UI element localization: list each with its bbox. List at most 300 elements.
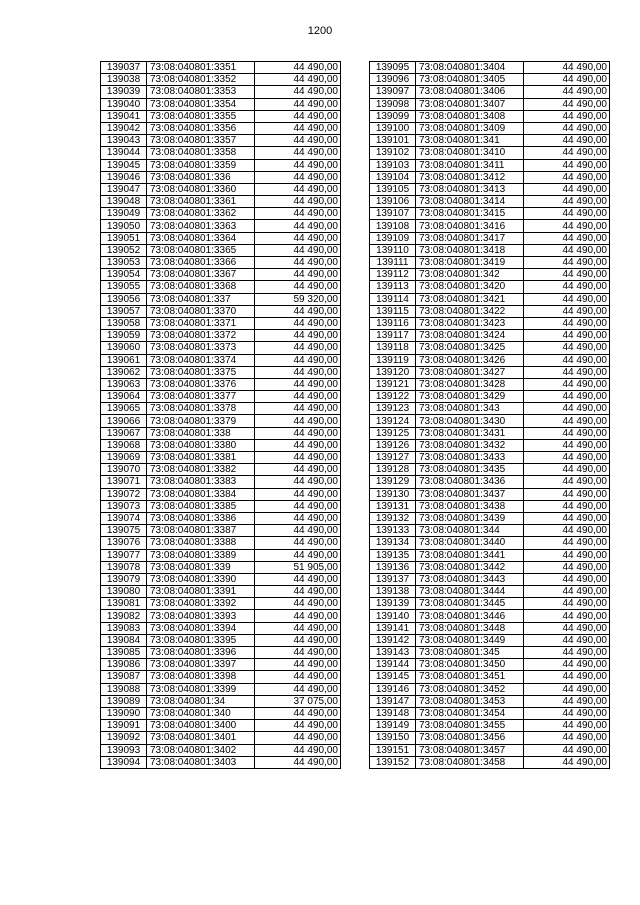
cadastral-number: 73:08:040801:3411 bbox=[416, 159, 524, 171]
table-row bbox=[370, 744, 610, 756]
table-row bbox=[370, 171, 610, 183]
cadastral-value: 44 490,00 bbox=[524, 342, 610, 354]
cadastral-value: 44 490,00 bbox=[255, 86, 341, 98]
cadastral-value: 44 490,00 bbox=[255, 573, 341, 585]
cadastral-value: 44 490,00 bbox=[255, 610, 341, 622]
table-row bbox=[370, 74, 610, 86]
cadastral-value: 44 490,00 bbox=[255, 659, 341, 671]
row-number: 139058 bbox=[101, 317, 147, 329]
row-number: 139047 bbox=[101, 183, 147, 195]
cadastral-number: 73:08:040801:3415 bbox=[416, 208, 524, 220]
row-number: 139139 bbox=[370, 598, 416, 610]
row-number: 139135 bbox=[370, 549, 416, 561]
table-row bbox=[370, 683, 610, 695]
table-row bbox=[101, 183, 341, 195]
table-row bbox=[370, 110, 610, 122]
cadastral-number: 73:08:040801:3448 bbox=[416, 622, 524, 634]
cadastral-number: 73:08:040801:341 bbox=[416, 135, 524, 147]
cadastral-number: 73:08:040801:3362 bbox=[147, 208, 255, 220]
cadastral-number: 73:08:040801:3403 bbox=[147, 756, 255, 768]
table-row bbox=[101, 439, 341, 451]
table-row bbox=[101, 354, 341, 366]
cadastral-number: 73:08:040801:3437 bbox=[416, 488, 524, 500]
row-number: 139119 bbox=[370, 354, 416, 366]
table-row bbox=[101, 244, 341, 256]
cadastral-value: 44 490,00 bbox=[524, 196, 610, 208]
table-row bbox=[101, 488, 341, 500]
table-row bbox=[101, 598, 341, 610]
cadastral-number: 73:08:040801:3371 bbox=[147, 317, 255, 329]
row-number: 139039 bbox=[101, 86, 147, 98]
cadastral-number: 73:08:040801:343 bbox=[416, 403, 524, 415]
table-row bbox=[101, 171, 341, 183]
cadastral-number: 73:08:040801:3397 bbox=[147, 659, 255, 671]
cadastral-number: 73:08:040801:3354 bbox=[147, 98, 255, 110]
cadastral-value: 44 490,00 bbox=[255, 549, 341, 561]
cadastral-value: 44 490,00 bbox=[255, 147, 341, 159]
row-number: 139108 bbox=[370, 220, 416, 232]
row-number: 139048 bbox=[101, 196, 147, 208]
table-row bbox=[370, 159, 610, 171]
cadastral-number: 73:08:040801:3441 bbox=[416, 549, 524, 561]
table-row bbox=[101, 720, 341, 732]
cadastral-value: 44 490,00 bbox=[524, 610, 610, 622]
row-number: 139049 bbox=[101, 208, 147, 220]
cadastral-value: 44 490,00 bbox=[255, 403, 341, 415]
row-number: 139065 bbox=[101, 403, 147, 415]
cadastral-value: 44 490,00 bbox=[524, 549, 610, 561]
table-row bbox=[370, 720, 610, 732]
row-number: 139150 bbox=[370, 732, 416, 744]
row-number: 139094 bbox=[101, 756, 147, 768]
table-row bbox=[101, 427, 341, 439]
cadastral-number: 73:08:040801:3361 bbox=[147, 196, 255, 208]
cadastral-number: 73:08:040801:3367 bbox=[147, 269, 255, 281]
cadastral-value: 44 490,00 bbox=[255, 427, 341, 439]
row-number: 139068 bbox=[101, 439, 147, 451]
cadastral-value: 44 490,00 bbox=[255, 110, 341, 122]
cadastral-number: 73:08:040801:3417 bbox=[416, 232, 524, 244]
table-row bbox=[101, 391, 341, 403]
row-number: 139114 bbox=[370, 293, 416, 305]
cadastral-number: 73:08:040801:3450 bbox=[416, 659, 524, 671]
cadastral-number: 73:08:040801:3440 bbox=[416, 537, 524, 549]
cadastral-number: 73:08:040801:3398 bbox=[147, 671, 255, 683]
page-number: 1200 bbox=[307, 25, 333, 37]
cadastral-value: 44 490,00 bbox=[524, 476, 610, 488]
cadastral-number: 73:08:040801:3370 bbox=[147, 305, 255, 317]
table-row bbox=[370, 525, 610, 537]
table-row bbox=[101, 476, 341, 488]
row-number: 139077 bbox=[101, 549, 147, 561]
cadastral-value: 51 905,00 bbox=[255, 561, 341, 573]
row-number: 139046 bbox=[101, 171, 147, 183]
row-number: 139107 bbox=[370, 208, 416, 220]
cadastral-value: 44 490,00 bbox=[524, 671, 610, 683]
cadastral-value: 44 490,00 bbox=[524, 598, 610, 610]
table-row bbox=[101, 415, 341, 427]
row-number: 139103 bbox=[370, 159, 416, 171]
table-row bbox=[370, 232, 610, 244]
table-row bbox=[101, 74, 341, 86]
table-row bbox=[101, 610, 341, 622]
row-number: 139099 bbox=[370, 110, 416, 122]
cadastral-number: 73:08:040801:3443 bbox=[416, 573, 524, 585]
table-row bbox=[370, 647, 610, 659]
cadastral-value: 44 490,00 bbox=[524, 744, 610, 756]
cadastral-number: 73:08:040801:3372 bbox=[147, 330, 255, 342]
cadastral-number: 73:08:040801:3442 bbox=[416, 561, 524, 573]
table-row bbox=[370, 427, 610, 439]
table-row bbox=[101, 744, 341, 756]
table-row bbox=[370, 500, 610, 512]
cadastral-value: 44 490,00 bbox=[524, 86, 610, 98]
cadastral-number: 73:08:040801:337 bbox=[147, 293, 255, 305]
cadastral-number: 73:08:040801:3456 bbox=[416, 732, 524, 744]
cadastral-number: 73:08:040801:3358 bbox=[147, 147, 255, 159]
cadastral-value: 44 490,00 bbox=[255, 452, 341, 464]
row-number: 139042 bbox=[101, 122, 147, 134]
table-row bbox=[101, 159, 341, 171]
table-row bbox=[101, 512, 341, 524]
cadastral-value: 44 490,00 bbox=[524, 122, 610, 134]
cadastral-number: 73:08:040801:3382 bbox=[147, 464, 255, 476]
cadastral-value: 44 490,00 bbox=[255, 378, 341, 390]
cadastral-value: 44 490,00 bbox=[524, 257, 610, 269]
table-row bbox=[101, 695, 341, 707]
cadastral-value: 44 490,00 bbox=[524, 403, 610, 415]
table-row bbox=[370, 488, 610, 500]
table-row bbox=[370, 244, 610, 256]
table-row bbox=[370, 281, 610, 293]
cadastral-value: 44 490,00 bbox=[524, 135, 610, 147]
row-number: 139118 bbox=[370, 342, 416, 354]
cadastral-number: 73:08:040801:3446 bbox=[416, 610, 524, 622]
table-row bbox=[101, 330, 341, 342]
cadastral-number: 73:08:040801:339 bbox=[147, 561, 255, 573]
row-number: 139061 bbox=[101, 354, 147, 366]
row-number: 139087 bbox=[101, 671, 147, 683]
cadastral-number: 73:08:040801:3378 bbox=[147, 403, 255, 415]
cadastral-value: 44 490,00 bbox=[524, 415, 610, 427]
row-number: 139141 bbox=[370, 622, 416, 634]
cadastral-value: 44 490,00 bbox=[255, 159, 341, 171]
cadastral-value: 44 490,00 bbox=[524, 500, 610, 512]
row-number: 139128 bbox=[370, 464, 416, 476]
cadastral-number: 73:08:040801:3375 bbox=[147, 366, 255, 378]
cadastral-value: 44 490,00 bbox=[524, 330, 610, 342]
cadastral-value: 44 490,00 bbox=[524, 586, 610, 598]
cadastral-number: 73:08:040801:3384 bbox=[147, 488, 255, 500]
cadastral-number: 73:08:040801:3389 bbox=[147, 549, 255, 561]
register-table-right-body bbox=[370, 62, 610, 769]
row-number: 139140 bbox=[370, 610, 416, 622]
cadastral-number: 73:08:040801:3432 bbox=[416, 439, 524, 451]
cadastral-number: 73:08:040801:3404 bbox=[416, 62, 524, 74]
cadastral-number: 73:08:040801:3399 bbox=[147, 683, 255, 695]
cadastral-number: 73:08:040801:3409 bbox=[416, 122, 524, 134]
table-row bbox=[101, 586, 341, 598]
cadastral-value: 44 490,00 bbox=[255, 98, 341, 110]
row-number: 139097 bbox=[370, 86, 416, 98]
row-number: 139075 bbox=[101, 525, 147, 537]
cadastral-number: 73:08:040801:3365 bbox=[147, 244, 255, 256]
cadastral-value: 44 490,00 bbox=[524, 317, 610, 329]
table-row bbox=[101, 464, 341, 476]
row-number: 139057 bbox=[101, 305, 147, 317]
table-row bbox=[101, 647, 341, 659]
row-number: 139132 bbox=[370, 512, 416, 524]
table-row bbox=[370, 122, 610, 134]
cadastral-value: 44 490,00 bbox=[255, 232, 341, 244]
cadastral-number: 73:08:040801:3454 bbox=[416, 707, 524, 719]
table-row bbox=[101, 549, 341, 561]
cadastral-value: 44 490,00 bbox=[255, 74, 341, 86]
row-number: 139089 bbox=[101, 695, 147, 707]
cadastral-number: 73:08:040801:3435 bbox=[416, 464, 524, 476]
row-number: 139147 bbox=[370, 695, 416, 707]
table-row bbox=[101, 122, 341, 134]
table-row bbox=[370, 464, 610, 476]
row-number: 139038 bbox=[101, 74, 147, 86]
cadastral-value: 44 490,00 bbox=[255, 707, 341, 719]
cadastral-value: 44 490,00 bbox=[524, 720, 610, 732]
table-row bbox=[370, 354, 610, 366]
table-row bbox=[370, 342, 610, 354]
table-row bbox=[101, 305, 341, 317]
table-row bbox=[101, 683, 341, 695]
cadastral-number: 73:08:040801:344 bbox=[416, 525, 524, 537]
row-number: 139105 bbox=[370, 183, 416, 195]
table-row bbox=[101, 561, 341, 573]
cadastral-number: 73:08:040801:3366 bbox=[147, 257, 255, 269]
cadastral-value: 44 490,00 bbox=[524, 147, 610, 159]
cadastral-number: 73:08:040801:3393 bbox=[147, 610, 255, 622]
cadastral-value: 44 490,00 bbox=[255, 720, 341, 732]
cadastral-value: 44 490,00 bbox=[524, 573, 610, 585]
row-number: 139095 bbox=[370, 62, 416, 74]
cadastral-number: 73:08:040801:3420 bbox=[416, 281, 524, 293]
table-row bbox=[101, 500, 341, 512]
cadastral-value: 44 490,00 bbox=[255, 744, 341, 756]
cadastral-value: 44 490,00 bbox=[255, 634, 341, 646]
row-number: 139142 bbox=[370, 634, 416, 646]
cadastral-number: 73:08:040801:3373 bbox=[147, 342, 255, 354]
table-row bbox=[370, 147, 610, 159]
table-row bbox=[370, 671, 610, 683]
cadastral-number: 73:08:040801:342 bbox=[416, 269, 524, 281]
row-number: 139056 bbox=[101, 293, 147, 305]
table-row bbox=[370, 732, 610, 744]
cadastral-number: 73:08:040801:3352 bbox=[147, 74, 255, 86]
cadastral-number: 73:08:040801:3439 bbox=[416, 512, 524, 524]
table-row bbox=[370, 62, 610, 74]
cadastral-value: 44 490,00 bbox=[255, 500, 341, 512]
row-number: 139090 bbox=[101, 707, 147, 719]
cadastral-value: 44 490,00 bbox=[255, 622, 341, 634]
row-number: 139074 bbox=[101, 512, 147, 524]
row-number: 139088 bbox=[101, 683, 147, 695]
cadastral-number: 73:08:040801:3390 bbox=[147, 573, 255, 585]
cadastral-number: 73:08:040801:340 bbox=[147, 707, 255, 719]
cadastral-number: 73:08:040801:3425 bbox=[416, 342, 524, 354]
cadastral-number: 73:08:040801:3364 bbox=[147, 232, 255, 244]
cadastral-value: 44 490,00 bbox=[524, 208, 610, 220]
table-row bbox=[101, 281, 341, 293]
row-number: 139131 bbox=[370, 500, 416, 512]
cadastral-value: 44 490,00 bbox=[524, 366, 610, 378]
row-number: 139055 bbox=[101, 281, 147, 293]
table-row bbox=[370, 537, 610, 549]
row-number: 139067 bbox=[101, 427, 147, 439]
row-number: 139043 bbox=[101, 135, 147, 147]
row-number: 139040 bbox=[101, 98, 147, 110]
row-number: 139091 bbox=[101, 720, 147, 732]
cadastral-value: 44 490,00 bbox=[255, 135, 341, 147]
cadastral-value: 44 490,00 bbox=[255, 756, 341, 768]
cadastral-value: 44 490,00 bbox=[255, 317, 341, 329]
cadastral-number: 73:08:040801:3400 bbox=[147, 720, 255, 732]
cadastral-number: 73:08:040801:3419 bbox=[416, 257, 524, 269]
cadastral-value: 44 490,00 bbox=[255, 366, 341, 378]
table-row bbox=[370, 756, 610, 768]
cadastral-value: 44 490,00 bbox=[524, 756, 610, 768]
cadastral-value: 44 490,00 bbox=[255, 220, 341, 232]
row-number: 139045 bbox=[101, 159, 147, 171]
cadastral-value: 44 490,00 bbox=[255, 586, 341, 598]
cadastral-value: 44 490,00 bbox=[524, 281, 610, 293]
table-row bbox=[101, 269, 341, 281]
row-number: 139152 bbox=[370, 756, 416, 768]
cadastral-value: 44 490,00 bbox=[255, 391, 341, 403]
table-row bbox=[101, 147, 341, 159]
table-row bbox=[370, 317, 610, 329]
cadastral-number: 73:08:040801:3379 bbox=[147, 415, 255, 427]
table-row bbox=[101, 756, 341, 768]
table-row bbox=[370, 269, 610, 281]
table-row bbox=[101, 366, 341, 378]
cadastral-number: 73:08:040801:3363 bbox=[147, 220, 255, 232]
cadastral-number: 73:08:040801:3412 bbox=[416, 171, 524, 183]
cadastral-number: 73:08:040801:3414 bbox=[416, 196, 524, 208]
row-number: 139111 bbox=[370, 257, 416, 269]
row-number: 139149 bbox=[370, 720, 416, 732]
row-number: 139100 bbox=[370, 122, 416, 134]
row-number: 139060 bbox=[101, 342, 147, 354]
cadastral-number: 73:08:040801:3429 bbox=[416, 391, 524, 403]
cadastral-number: 73:08:040801:3380 bbox=[147, 439, 255, 451]
table-row bbox=[101, 98, 341, 110]
cadastral-number: 73:08:040801:3426 bbox=[416, 354, 524, 366]
cadastral-number: 73:08:040801:3402 bbox=[147, 744, 255, 756]
row-number: 139081 bbox=[101, 598, 147, 610]
cadastral-number: 73:08:040801:3405 bbox=[416, 74, 524, 86]
cadastral-value: 44 490,00 bbox=[524, 525, 610, 537]
table-row bbox=[370, 586, 610, 598]
cadastral-value: 44 490,00 bbox=[524, 537, 610, 549]
cadastral-number: 73:08:040801:3413 bbox=[416, 183, 524, 195]
table-row bbox=[101, 732, 341, 744]
cadastral-value: 44 490,00 bbox=[255, 683, 341, 695]
table-row bbox=[370, 220, 610, 232]
table-row bbox=[101, 135, 341, 147]
row-number: 139096 bbox=[370, 74, 416, 86]
cadastral-number: 73:08:040801:3391 bbox=[147, 586, 255, 598]
cadastral-value: 44 490,00 bbox=[524, 354, 610, 366]
cadastral-number: 73:08:040801:3421 bbox=[416, 293, 524, 305]
cadastral-number: 73:08:040801:3374 bbox=[147, 354, 255, 366]
table-row bbox=[370, 512, 610, 524]
cadastral-value: 44 490,00 bbox=[524, 452, 610, 464]
cadastral-number: 73:08:040801:3431 bbox=[416, 427, 524, 439]
row-number: 139071 bbox=[101, 476, 147, 488]
table-row bbox=[370, 257, 610, 269]
cadastral-value: 44 490,00 bbox=[255, 537, 341, 549]
row-number: 139069 bbox=[101, 452, 147, 464]
cadastral-value: 44 490,00 bbox=[255, 183, 341, 195]
cadastral-number: 73:08:040801:3368 bbox=[147, 281, 255, 293]
cadastral-number: 73:08:040801:3445 bbox=[416, 598, 524, 610]
cadastral-number: 73:08:040801:3453 bbox=[416, 695, 524, 707]
cadastral-value: 44 490,00 bbox=[255, 62, 341, 74]
cadastral-number: 73:08:040801:3424 bbox=[416, 330, 524, 342]
row-number: 139052 bbox=[101, 244, 147, 256]
cadastral-number: 73:08:040801:3427 bbox=[416, 366, 524, 378]
cadastral-number: 73:08:040801:3355 bbox=[147, 110, 255, 122]
table-row bbox=[370, 378, 610, 390]
cadastral-value: 44 490,00 bbox=[524, 707, 610, 719]
table-row bbox=[370, 366, 610, 378]
cadastral-number: 73:08:040801:338 bbox=[147, 427, 255, 439]
row-number: 139112 bbox=[370, 269, 416, 281]
table-row bbox=[101, 293, 341, 305]
cadastral-value: 44 490,00 bbox=[255, 647, 341, 659]
table-row bbox=[101, 317, 341, 329]
cadastral-number: 73:08:040801:3407 bbox=[416, 98, 524, 110]
row-number: 139145 bbox=[370, 671, 416, 683]
cadastral-number: 73:08:040801:3356 bbox=[147, 122, 255, 134]
row-number: 139080 bbox=[101, 586, 147, 598]
cadastral-number: 73:08:040801:3449 bbox=[416, 634, 524, 646]
row-number: 139146 bbox=[370, 683, 416, 695]
row-number: 139117 bbox=[370, 330, 416, 342]
table-row bbox=[370, 86, 610, 98]
cadastral-number: 73:08:040801:3458 bbox=[416, 756, 524, 768]
row-number: 139115 bbox=[370, 305, 416, 317]
cadastral-number: 73:08:040801:3383 bbox=[147, 476, 255, 488]
cadastral-value: 44 490,00 bbox=[255, 342, 341, 354]
table-row bbox=[101, 86, 341, 98]
row-number: 139122 bbox=[370, 391, 416, 403]
row-number: 139109 bbox=[370, 232, 416, 244]
cadastral-value: 44 490,00 bbox=[524, 659, 610, 671]
cadastral-number: 73:08:040801:3387 bbox=[147, 525, 255, 537]
cadastral-value: 44 490,00 bbox=[255, 732, 341, 744]
row-number: 139054 bbox=[101, 269, 147, 281]
cadastral-number: 73:08:040801:3388 bbox=[147, 537, 255, 549]
cadastral-value: 44 490,00 bbox=[524, 647, 610, 659]
cadastral-value: 44 490,00 bbox=[524, 561, 610, 573]
cadastral-number: 73:08:040801:3423 bbox=[416, 317, 524, 329]
row-number: 139104 bbox=[370, 171, 416, 183]
cadastral-number: 73:08:040801:3455 bbox=[416, 720, 524, 732]
cadastral-value: 44 490,00 bbox=[255, 598, 341, 610]
row-number: 139037 bbox=[101, 62, 147, 74]
cadastral-number: 73:08:040801:3394 bbox=[147, 622, 255, 634]
cadastral-value: 44 490,00 bbox=[524, 732, 610, 744]
cadastral-value: 44 490,00 bbox=[255, 269, 341, 281]
cadastral-value: 44 490,00 bbox=[255, 122, 341, 134]
